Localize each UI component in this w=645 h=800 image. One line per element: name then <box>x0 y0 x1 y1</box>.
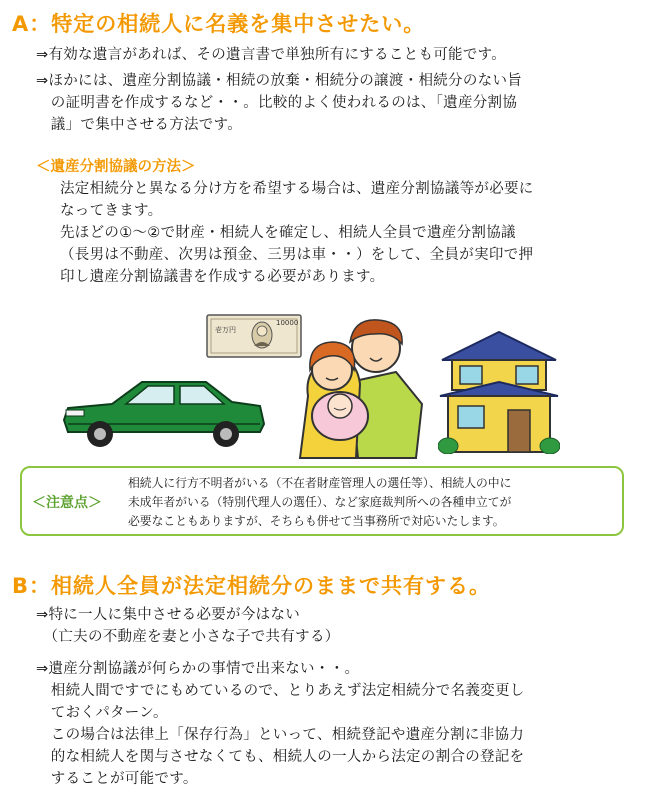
text-line: 必要なこともありますが、そちらも併せて当事務所で対応いたします。 <box>128 514 505 528</box>
text-line: することが可能です。 <box>36 771 198 787</box>
section-b-point-1 <box>36 604 340 648</box>
section-a-point-2 <box>36 70 522 136</box>
text-line: なってきます。 <box>60 203 163 219</box>
text-line: 相続人間ですでにもめているので、とりあえず法定相続分で名義変更し <box>36 683 525 699</box>
section-b-point-2 <box>36 658 525 790</box>
car-illustration <box>56 376 270 452</box>
section-a-point-1: ⇒有効な遺言があれば、その遺言書で単独所有にすることも可能です。 <box>36 47 507 63</box>
text-line: この場合は法律上「保存行為」といって、相続登記や遺産分割に非協力 <box>36 727 525 743</box>
house-illustration <box>438 330 560 454</box>
banknote-right-text: 10000 <box>276 319 299 327</box>
text-line: の証明書を作成するなど・・。比較的よく使われるのは、「遺産分割協 <box>36 95 518 111</box>
family-illustration <box>284 312 434 460</box>
notice-text <box>128 474 511 531</box>
text-line: 印し遺産分割協議書を作成する必要があります。 <box>60 269 385 285</box>
text-line: 先ほどの①～②で財産・相続人を確定し、相続人全員で遺産分割協議 <box>60 225 516 241</box>
banknote-left-text: 壱万円 <box>215 326 236 334</box>
notice-label: ＜注意点＞ <box>32 495 102 511</box>
method-subheading: ＜遺産分割協議の方法＞ <box>36 159 196 175</box>
text-line: 的な相続人を関与させなくても、相続人の一人から法定の割合の登記を <box>36 749 525 765</box>
text-line: （長男は不動産、次男は預金、三男は車・・）をして、全員が実印で押 <box>60 247 534 263</box>
notice-box <box>20 466 624 536</box>
method-description <box>60 178 534 288</box>
section-a-title: A：特定の相続人に名義を集中させたい。 <box>12 12 426 36</box>
text-line: 議」で集中させる方法です。 <box>36 117 243 133</box>
text-line: ⇒特に一人に集中させる必要が今はない <box>36 607 301 623</box>
text-line: （亡夫の不動産を妻と小さな子で共有する） <box>36 629 340 645</box>
text-line: 未成年者がいる（特別代理人の選任）、など家庭裁判所への各種申立てが <box>128 495 512 509</box>
text-line: ⇒遺産分割協議が何らかの事情で出来ない・・。 <box>36 661 360 677</box>
text-line: 法定相続分と異なる分け方を希望する場合は、遺産分割協議等が必要に <box>60 181 534 197</box>
section-b-title: B：相続人全員が法定相続分のままで共有する。 <box>12 574 492 598</box>
text-line: ておくパターン。 <box>36 705 168 721</box>
text-line: 相続人に行方不明者がいる（不在者財産管理人の選任等）、相続人の中に <box>128 476 512 490</box>
text-line: ⇒ほかには、遺産分割協議・相続の放棄・相続分の譲渡・相続分のない旨 <box>36 73 523 89</box>
